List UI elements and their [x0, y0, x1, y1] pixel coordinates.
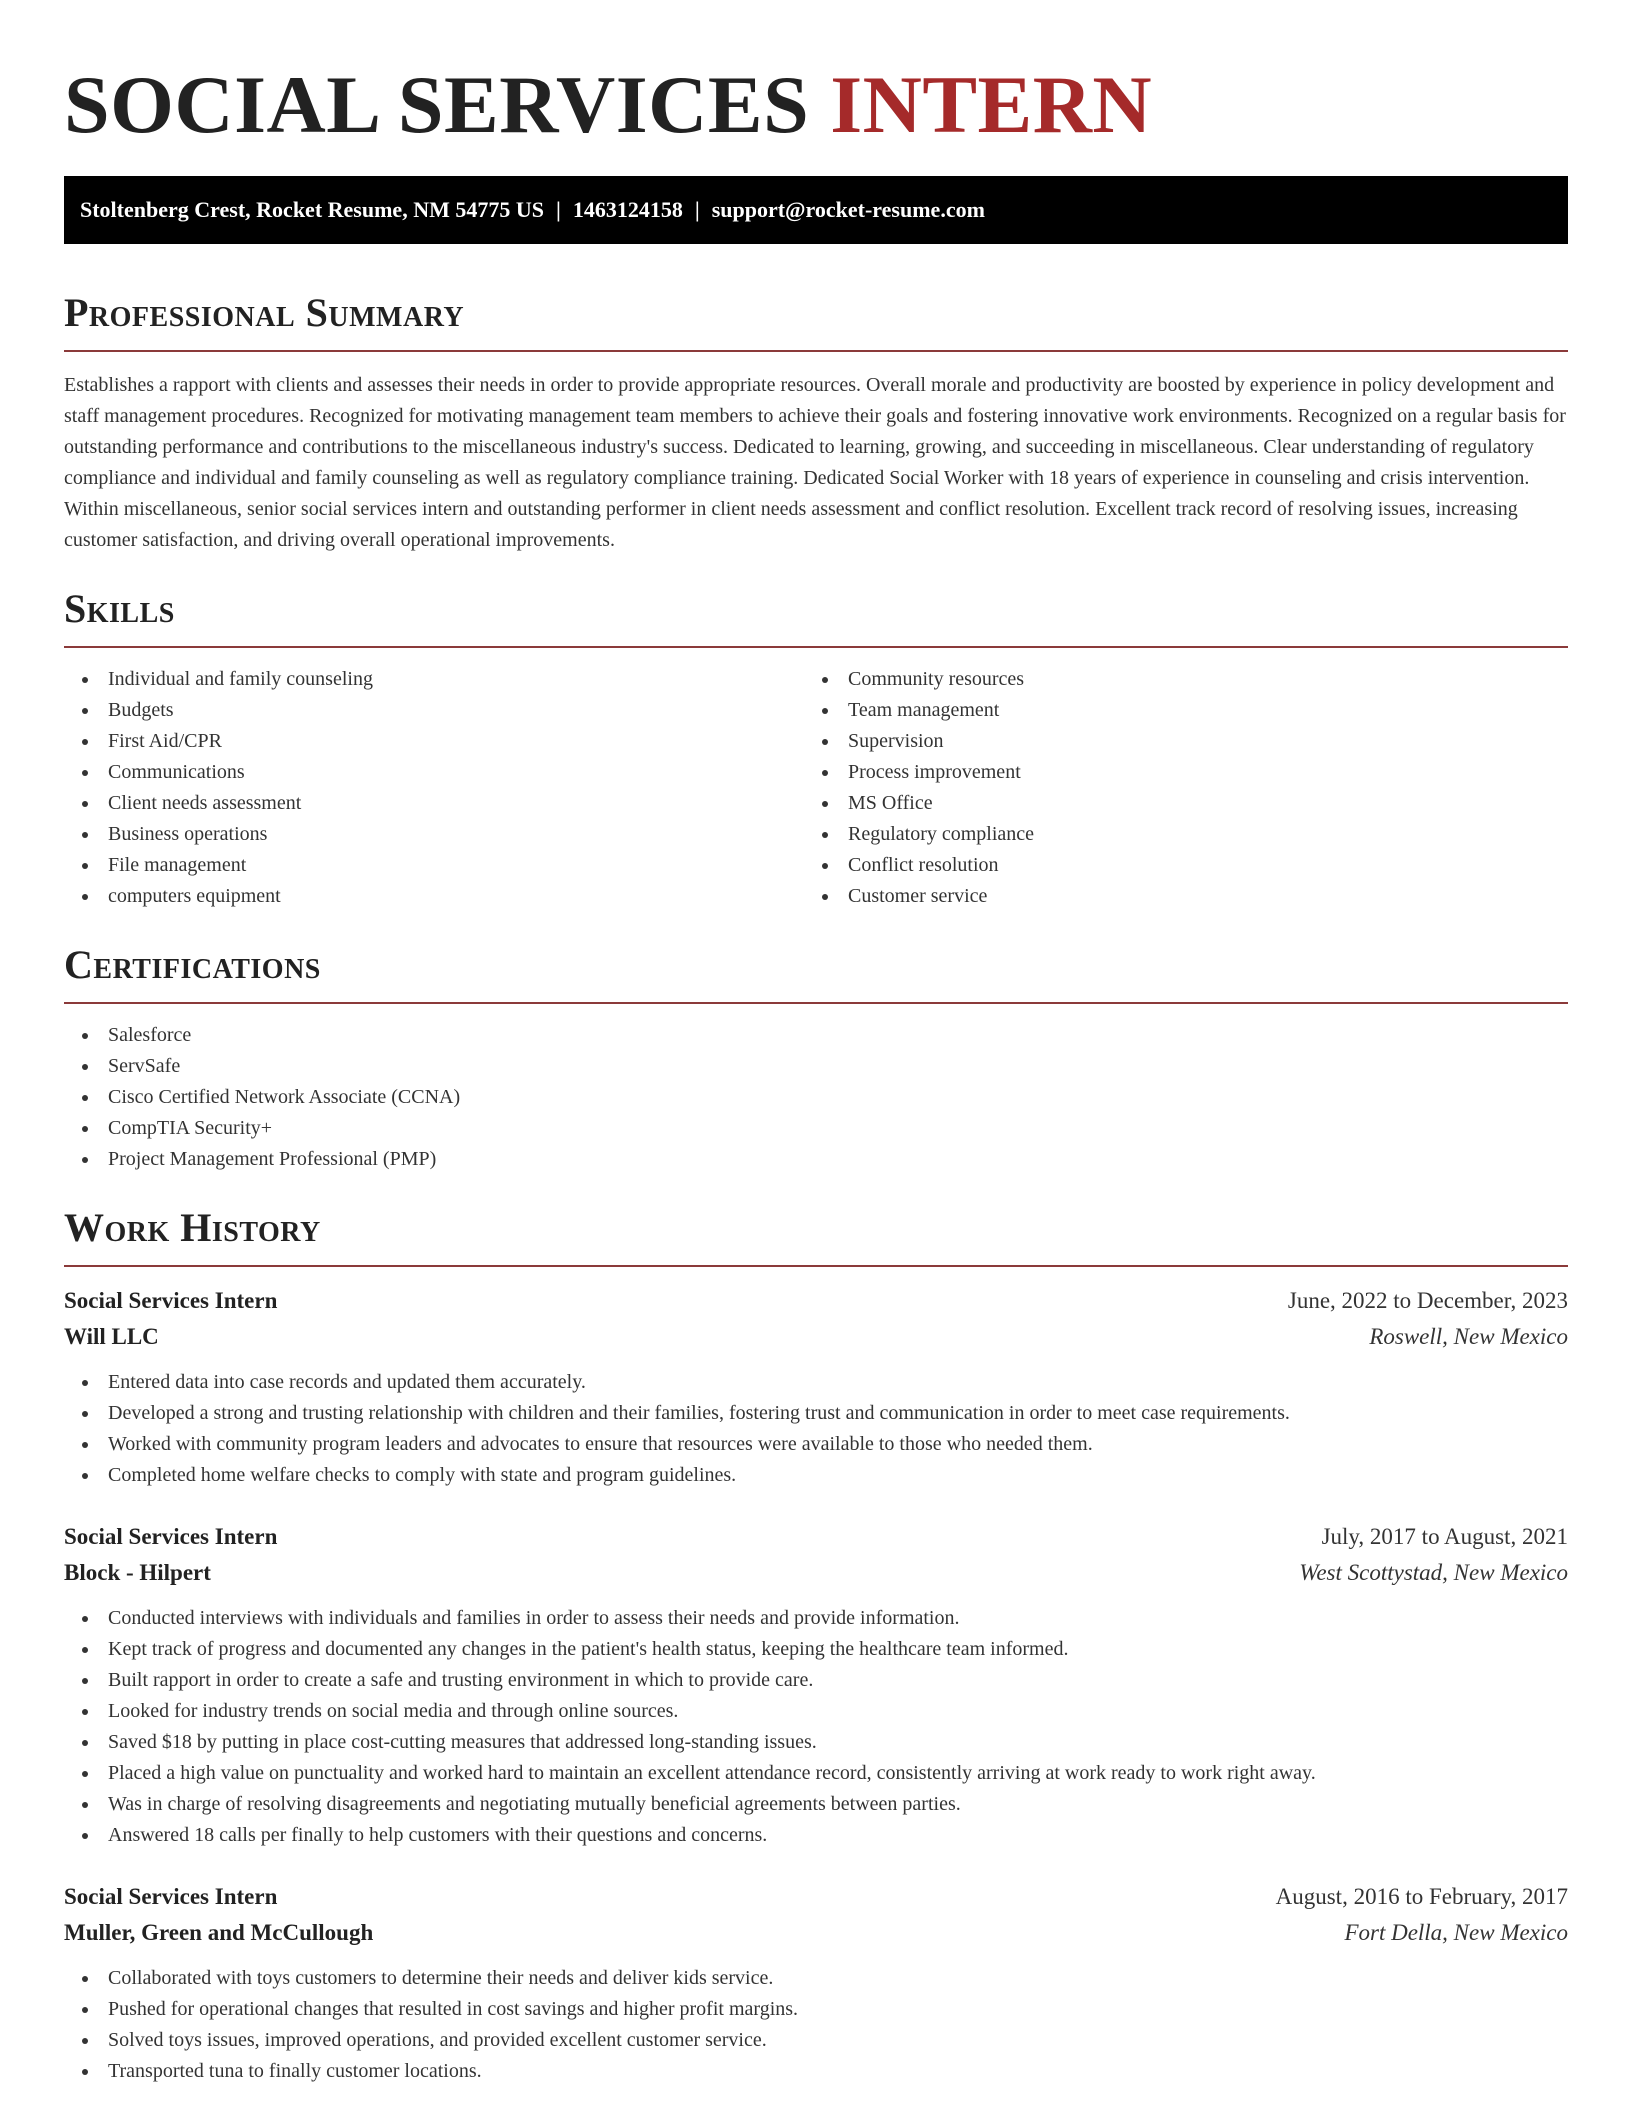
job-title: Social Services Intern — [64, 1524, 278, 1549]
job-bullets — [64, 1963, 1568, 2087]
job-bullet: Was in charge of resolving disagreements and negotiating mutually beneficial agreements between parties. — [64, 1789, 1568, 1820]
job-dates: July, 2017 to August, 2021 — [1321, 1524, 1568, 1549]
job-company: Will LLC — [64, 1324, 159, 1349]
job-entry — [64, 1283, 1568, 1491]
job-bullet: Pushed for operational changes that resulted in cost savings and higher profit margins. — [64, 1994, 1568, 2025]
contact-bar — [64, 176, 1568, 244]
skill-item: Regulatory compliance — [804, 819, 1544, 850]
job-bullet: Entered data into case records and updated them accurately. — [64, 1367, 1568, 1398]
job-bullet: Solved toys issues, improved operations, and provided excellent customer service. — [64, 2025, 1568, 2056]
skill-item: Client needs assessment — [64, 788, 804, 819]
job-title: Social Services Intern — [64, 1288, 278, 1313]
work-history-heading: Work History — [64, 1205, 321, 1250]
job-dates: June, 2022 to December, 2023 — [1287, 1288, 1568, 1313]
job-bullet: Transported tuna to finally customer locations. — [64, 2056, 1568, 2087]
skill-item: First Aid/CPR — [64, 726, 804, 757]
section-divider — [64, 1265, 1568, 1267]
skill-item: Community resources — [804, 664, 1544, 695]
summary-heading: Professional Summary — [64, 290, 465, 335]
job-bullet: Completed home welfare checks to comply with state and program guidelines. — [64, 1460, 1568, 1491]
job-bullet: Answered 18 calls per finally to help customers with their questions and concerns. — [64, 1820, 1568, 1851]
skill-item: Supervision — [804, 726, 1544, 757]
contact-phone: 1463124158 — [572, 197, 683, 222]
skills-heading: Skills — [64, 586, 175, 631]
skill-item: Conflict resolution — [804, 850, 1544, 881]
section-divider — [64, 646, 1568, 648]
job-bullet: Built rapport in order to create a safe and trusting environment in which to provide care. — [64, 1665, 1568, 1696]
work-history-section — [64, 1205, 1568, 2087]
summary-section — [64, 290, 1568, 556]
skills-column-right — [804, 664, 1544, 912]
job-header-row — [64, 1519, 1568, 1555]
skill-item: File management — [64, 850, 804, 881]
skill-item: MS Office — [804, 788, 1544, 819]
job-entry — [64, 1519, 1568, 1851]
section-divider — [64, 1002, 1568, 1004]
certification-item: Project Management Professional (PMP) — [64, 1144, 1568, 1175]
job-bullet: Developed a strong and trusting relationship with children and their families, fostering trust and communication in order to meet case requirements. — [64, 1398, 1568, 1429]
skills-section — [64, 586, 1568, 912]
skill-item: computers equipment — [64, 881, 804, 912]
job-header-row — [64, 1879, 1568, 1915]
skill-item: Customer service — [804, 881, 1544, 912]
job-bullets — [64, 1603, 1568, 1851]
section-divider — [64, 350, 1568, 352]
certification-item: CompTIA Security+ — [64, 1113, 1568, 1144]
job-company: Block - Hilpert — [64, 1560, 211, 1585]
job-location: Roswell, New Mexico — [1369, 1324, 1568, 1349]
certifications-heading: Certifications — [64, 942, 321, 987]
contact-address: Stoltenberg Crest, Rocket Resume, NM 54775 US — [80, 197, 544, 222]
job-company-row — [64, 1915, 1568, 1951]
job-bullet: Placed a high value on punctuality and worked hard to maintain an excellent attendance record, consistently arriving at work ready to work right away. — [64, 1758, 1568, 1789]
contact-email[interactable]: support@rocket-resume.com — [711, 197, 985, 222]
job-company-row — [64, 1319, 1568, 1355]
job-bullet: Kept track of progress and documented any changes in the patient's health status, keeping the healthcare team informed. — [64, 1634, 1568, 1665]
title-accent: INTERN — [830, 59, 1153, 150]
certifications-section — [64, 942, 1568, 1175]
skill-item: Budgets — [64, 695, 804, 726]
job-company-row — [64, 1555, 1568, 1591]
job-location: Fort Della, New Mexico — [1344, 1920, 1568, 1945]
job-bullet: Saved $18 by putting in place cost-cutting measures that addressed long-standing issues. — [64, 1727, 1568, 1758]
skills-column-left — [64, 664, 804, 912]
job-company: Muller, Green and McCullough — [64, 1920, 374, 1945]
certifications-list — [64, 1020, 1568, 1175]
job-title: Social Services Intern — [64, 1884, 278, 1909]
skill-item: Communications — [64, 757, 804, 788]
job-location: West Scottystad, New Mexico — [1299, 1560, 1568, 1585]
certification-item: Salesforce — [64, 1020, 1568, 1051]
summary-text: Establishes a rapport with clients and assesses their needs in order to provide appropriate resources. Overall morale and productivity are boosted by experience in policy development and staff management procedures. Recognized for motivating management team members to achieve their goals and fostering innovative work environments. Recognized on a regular basis for outstanding performance and contributions to the miscellaneous industry's success. Dedicated to learning, growing, and succeeding in miscellaneous. Clear understanding of regulatory compliance and individual and family counseling as well as regulatory compliance training. Dedicated Social Worker with 18 years of experience in counseling and crisis intervention. Within miscellaneous, senior social services intern and outstanding performer in client needs assessment and conflict resolution. Excellent track record of resolving issues, increasing customer satisfaction, and driving overall operational improvements. — [64, 374, 1566, 551]
job-entry — [64, 1879, 1568, 2087]
job-header-row — [64, 1283, 1568, 1319]
job-bullet: Conducted interviews with individuals and families in order to assess their needs and provide information. — [64, 1603, 1568, 1634]
job-bullet: Worked with community program leaders and advocates to ensure that resources were available to those who needed them. — [64, 1429, 1568, 1460]
job-bullet: Looked for industry trends on social media and through online sources. — [64, 1696, 1568, 1727]
skill-item: Team management — [804, 695, 1544, 726]
certification-item: Cisco Certified Network Associate (CCNA) — [64, 1082, 1568, 1113]
certification-item: ServSafe — [64, 1051, 1568, 1082]
skill-item: Process improvement — [804, 757, 1544, 788]
contact-separator: | — [694, 197, 700, 222]
resume-page — [64, 0, 1568, 2087]
skills-grid — [64, 664, 1568, 912]
job-dates: August, 2016 to February, 2017 — [1275, 1884, 1568, 1909]
title-main: SOCIAL SERVICES — [64, 59, 810, 150]
job-bullets — [64, 1367, 1568, 1491]
contact-separator: | — [555, 197, 561, 222]
skill-item: Individual and family counseling — [64, 664, 804, 695]
skill-item: Business operations — [64, 819, 804, 850]
resume-title — [64, 0, 1568, 154]
job-bullet: Collaborated with toys customers to determine their needs and deliver kids service. — [64, 1963, 1568, 1994]
